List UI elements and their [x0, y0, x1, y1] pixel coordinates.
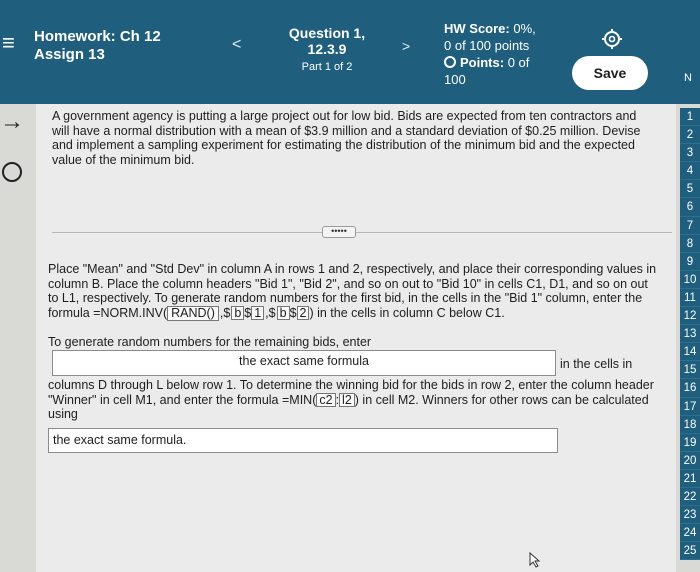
points-circle-icon — [444, 56, 456, 68]
row-number: 1 — [680, 108, 700, 126]
row-number: 19 — [680, 434, 700, 452]
homework-title: Homework: Ch 12 Assign 13 — [34, 28, 161, 63]
expand-ellipsis-button[interactable]: ••••• — [322, 226, 356, 238]
previous-question-button[interactable]: < — [232, 36, 242, 53]
cell-c2-box: c2 — [316, 393, 335, 407]
mouse-cursor-icon — [528, 552, 542, 568]
in-cells-text: in the cells in — [560, 357, 633, 371]
row-number: 24 — [680, 524, 700, 542]
edge-letter: N — [684, 72, 692, 84]
row-number: 5 — [680, 180, 700, 198]
row-number: 13 — [680, 325, 700, 343]
row-number: 20 — [680, 452, 700, 470]
menu-icon[interactable]: ≡ — [2, 30, 15, 55]
row-number: 3 — [680, 144, 700, 162]
instruction-part2: columns D through L below row 1. To determine the winning bid for the bids in row 2, enter the column header "Winner" in cell M1, and enter the formula =MIN( c2 : l2 ) in cell M2. Winners for other rows can be calculated using — [48, 378, 654, 421]
row-number: 17 — [680, 398, 700, 416]
row-number: 8 — [680, 235, 700, 253]
ring-icon — [2, 162, 22, 182]
answer-dropdown-2[interactable]: the exact same formula. — [48, 428, 558, 453]
row-2-box: 2 — [297, 306, 310, 320]
instruction-part1: Place "Mean" and "Std Dev" in column A in rows 1 and 2, respectively, and place their corresponding values in column B. Place the column headers "Bid 1", "Bid 2", and so on out to "Bid 10" in cells C1, D1, and so on out to L1, respectively. To generate random numbers for the first bid, in the cells in the "Bid 1" column, enter the formula =NORM.INV( RAND() ,$ b $ 1 ,$ b $ 2 ) in the cells in column C below C1. — [48, 262, 657, 320]
row-number: 15 — [680, 361, 700, 379]
row-number: 25 — [680, 542, 700, 560]
divider — [52, 232, 672, 233]
row-number: 6 — [680, 198, 700, 216]
save-button[interactable]: Save — [572, 56, 648, 90]
row-number: 12 — [680, 307, 700, 325]
row-number: 2 — [680, 126, 700, 144]
row-number: 4 — [680, 162, 700, 180]
column-b-box: b — [231, 306, 244, 320]
row-number: 18 — [680, 416, 700, 434]
settings-gear-icon[interactable] — [598, 28, 626, 50]
row-number: 7 — [680, 217, 700, 235]
row-number: 16 — [680, 379, 700, 397]
row-number: 9 — [680, 253, 700, 271]
row-1-box: 1 — [251, 306, 264, 320]
column-b-box-2: b — [277, 306, 290, 320]
answer-dropdown-1[interactable]: the exact same formula — [52, 350, 556, 376]
question-indicator: Question 1, 12.3.9 Part 1 of 2 — [288, 25, 366, 73]
right-arrow-icon: → — [0, 108, 24, 135]
row-number: 21 — [680, 470, 700, 488]
row-number: 11 — [680, 289, 700, 307]
cell-l2-box: l2 — [339, 393, 355, 407]
header-bar — [0, 0, 700, 104]
row-number: 23 — [680, 506, 700, 524]
rand-formula-box: RAND() — [167, 306, 219, 321]
remaining-bids-text: To generate random numbers for the remaining bids, enter — [48, 335, 372, 349]
spreadsheet-row-numbers — [680, 108, 700, 560]
row-number: 14 — [680, 343, 700, 361]
score-panel: HW Score: 0%, 0 of 100 points Points: 0 of 100 — [444, 21, 536, 87]
row-number: 10 — [680, 271, 700, 289]
row-number: 22 — [680, 488, 700, 506]
question-text: A government agency is putting a large project out for low bid. Bids are expected from ten contractors and will have a normal distribution with a mean of $3.9 million and a standard deviation of $0.25 million. Devise and implement a sampling experiment for estimating the distribution of the minimum bid and the expected value of the minimum bid. — [52, 109, 641, 167]
next-question-button[interactable]: > — [402, 38, 411, 54]
